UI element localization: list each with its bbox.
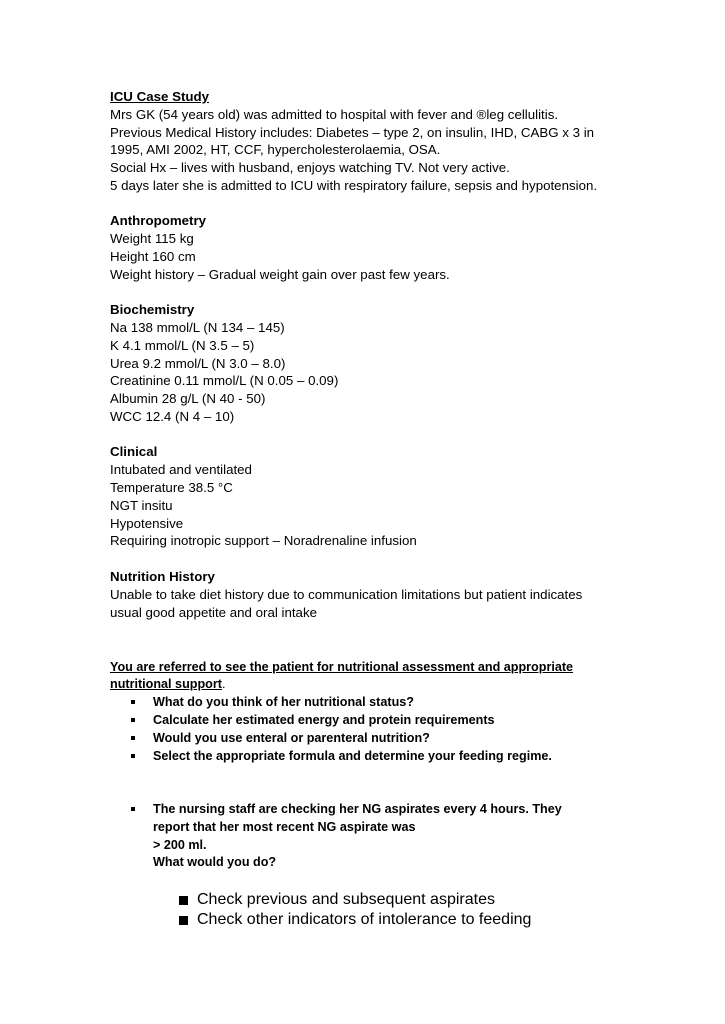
case-study-title: ICU Case Study [110,89,210,104]
aspirate-question-line: report that her most recent NG aspirate was [153,820,416,834]
answer-item: Check previous and subsequent aspirates [197,891,495,908]
biochemistry-line: K 4.1 mmol/L (N 3.5 – 5) [110,338,255,353]
clinical-line: Intubated and ventilated [110,462,252,477]
case-line: Social Hx – lives with husband, enjoys watching TV. Not very active. [110,160,510,175]
clinical-heading: Clinical [110,444,158,459]
clinical-line: NGT insitu [110,498,173,513]
aspirate-question-line: What would you do? [153,855,277,869]
bullet-icon [131,807,135,811]
biochemistry-line: Na 138 mmol/L (N 134 – 145) [110,320,285,335]
bullet-icon [131,754,135,758]
biochemistry-line: Albumin 28 g/L (N 40 - 50) [110,391,266,406]
bullet-icon [131,718,135,722]
anthropometry-line: Height 160 cm [110,249,196,264]
question-item: Calculate her estimated energy and protein requirements [153,713,495,727]
biochemistry-line: Creatinine 0.11 mmol/L (N 0.05 – 0.09) [110,373,339,388]
question-item: Would you use enteral or parenteral nutrition? [153,731,430,745]
clinical-line: Requiring inotropic support – Noradrenaline infusion [110,533,417,548]
referral-period: . [221,677,226,691]
biochemistry-line: Urea 9.2 mmol/L (N 3.0 – 8.0) [110,356,286,371]
case-line: Previous Medical History includes: Diabetes – type 2, on insulin, IHD, CABG x 3 in [110,125,595,140]
aspirate-question-line: The nursing staff are checking her NG aspirates every 4 hours. They [153,802,562,816]
bullet-icon [131,736,135,740]
anthropometry-line: Weight history – Gradual weight gain over past few years. [110,267,450,282]
bullet-icon [131,700,135,704]
biochemistry-line: WCC 12.4 (N 4 – 10) [110,409,235,424]
case-line: 1995, AMI 2002, HT, CCF, hypercholesterolaemia, OSA. [110,142,441,157]
answer-item: Check other indicators of intolerance to feeding [197,911,532,928]
anthropometry-heading: Anthropometry [110,213,207,228]
square-bullet-icon [179,896,188,905]
clinical-line: Temperature 38.5 °C [110,480,233,495]
referral-emphasis: nutritional support [110,677,222,691]
referral-line [110,675,225,693]
clinical-line: Hypotensive [110,516,184,531]
referral-line: You are referred to see the patient for nutritional assessment and appropriate [110,660,574,674]
nutrition-history-heading: Nutrition History [110,569,215,584]
anthropometry-line: Weight 115 kg [110,231,194,246]
aspirate-question-line: > 200 ml. [153,838,207,852]
square-bullet-icon [179,916,188,925]
question-item: Select the appropriate formula and determine your feeding regime. [153,749,552,763]
case-line: 5 days later she is admitted to ICU with respiratory failure, sepsis and hypotension. [110,178,598,193]
nutrition-history-line: usual good appetite and oral intake [110,605,317,620]
nutrition-history-line: Unable to take diet history due to communication limitations but patient indicates [110,587,583,602]
biochemistry-heading: Biochemistry [110,302,195,317]
question-item: What do you think of her nutritional status? [153,695,414,709]
case-line: Mrs GK (54 years old) was admitted to hospital with fever and ®leg cellulitis. [110,107,559,122]
